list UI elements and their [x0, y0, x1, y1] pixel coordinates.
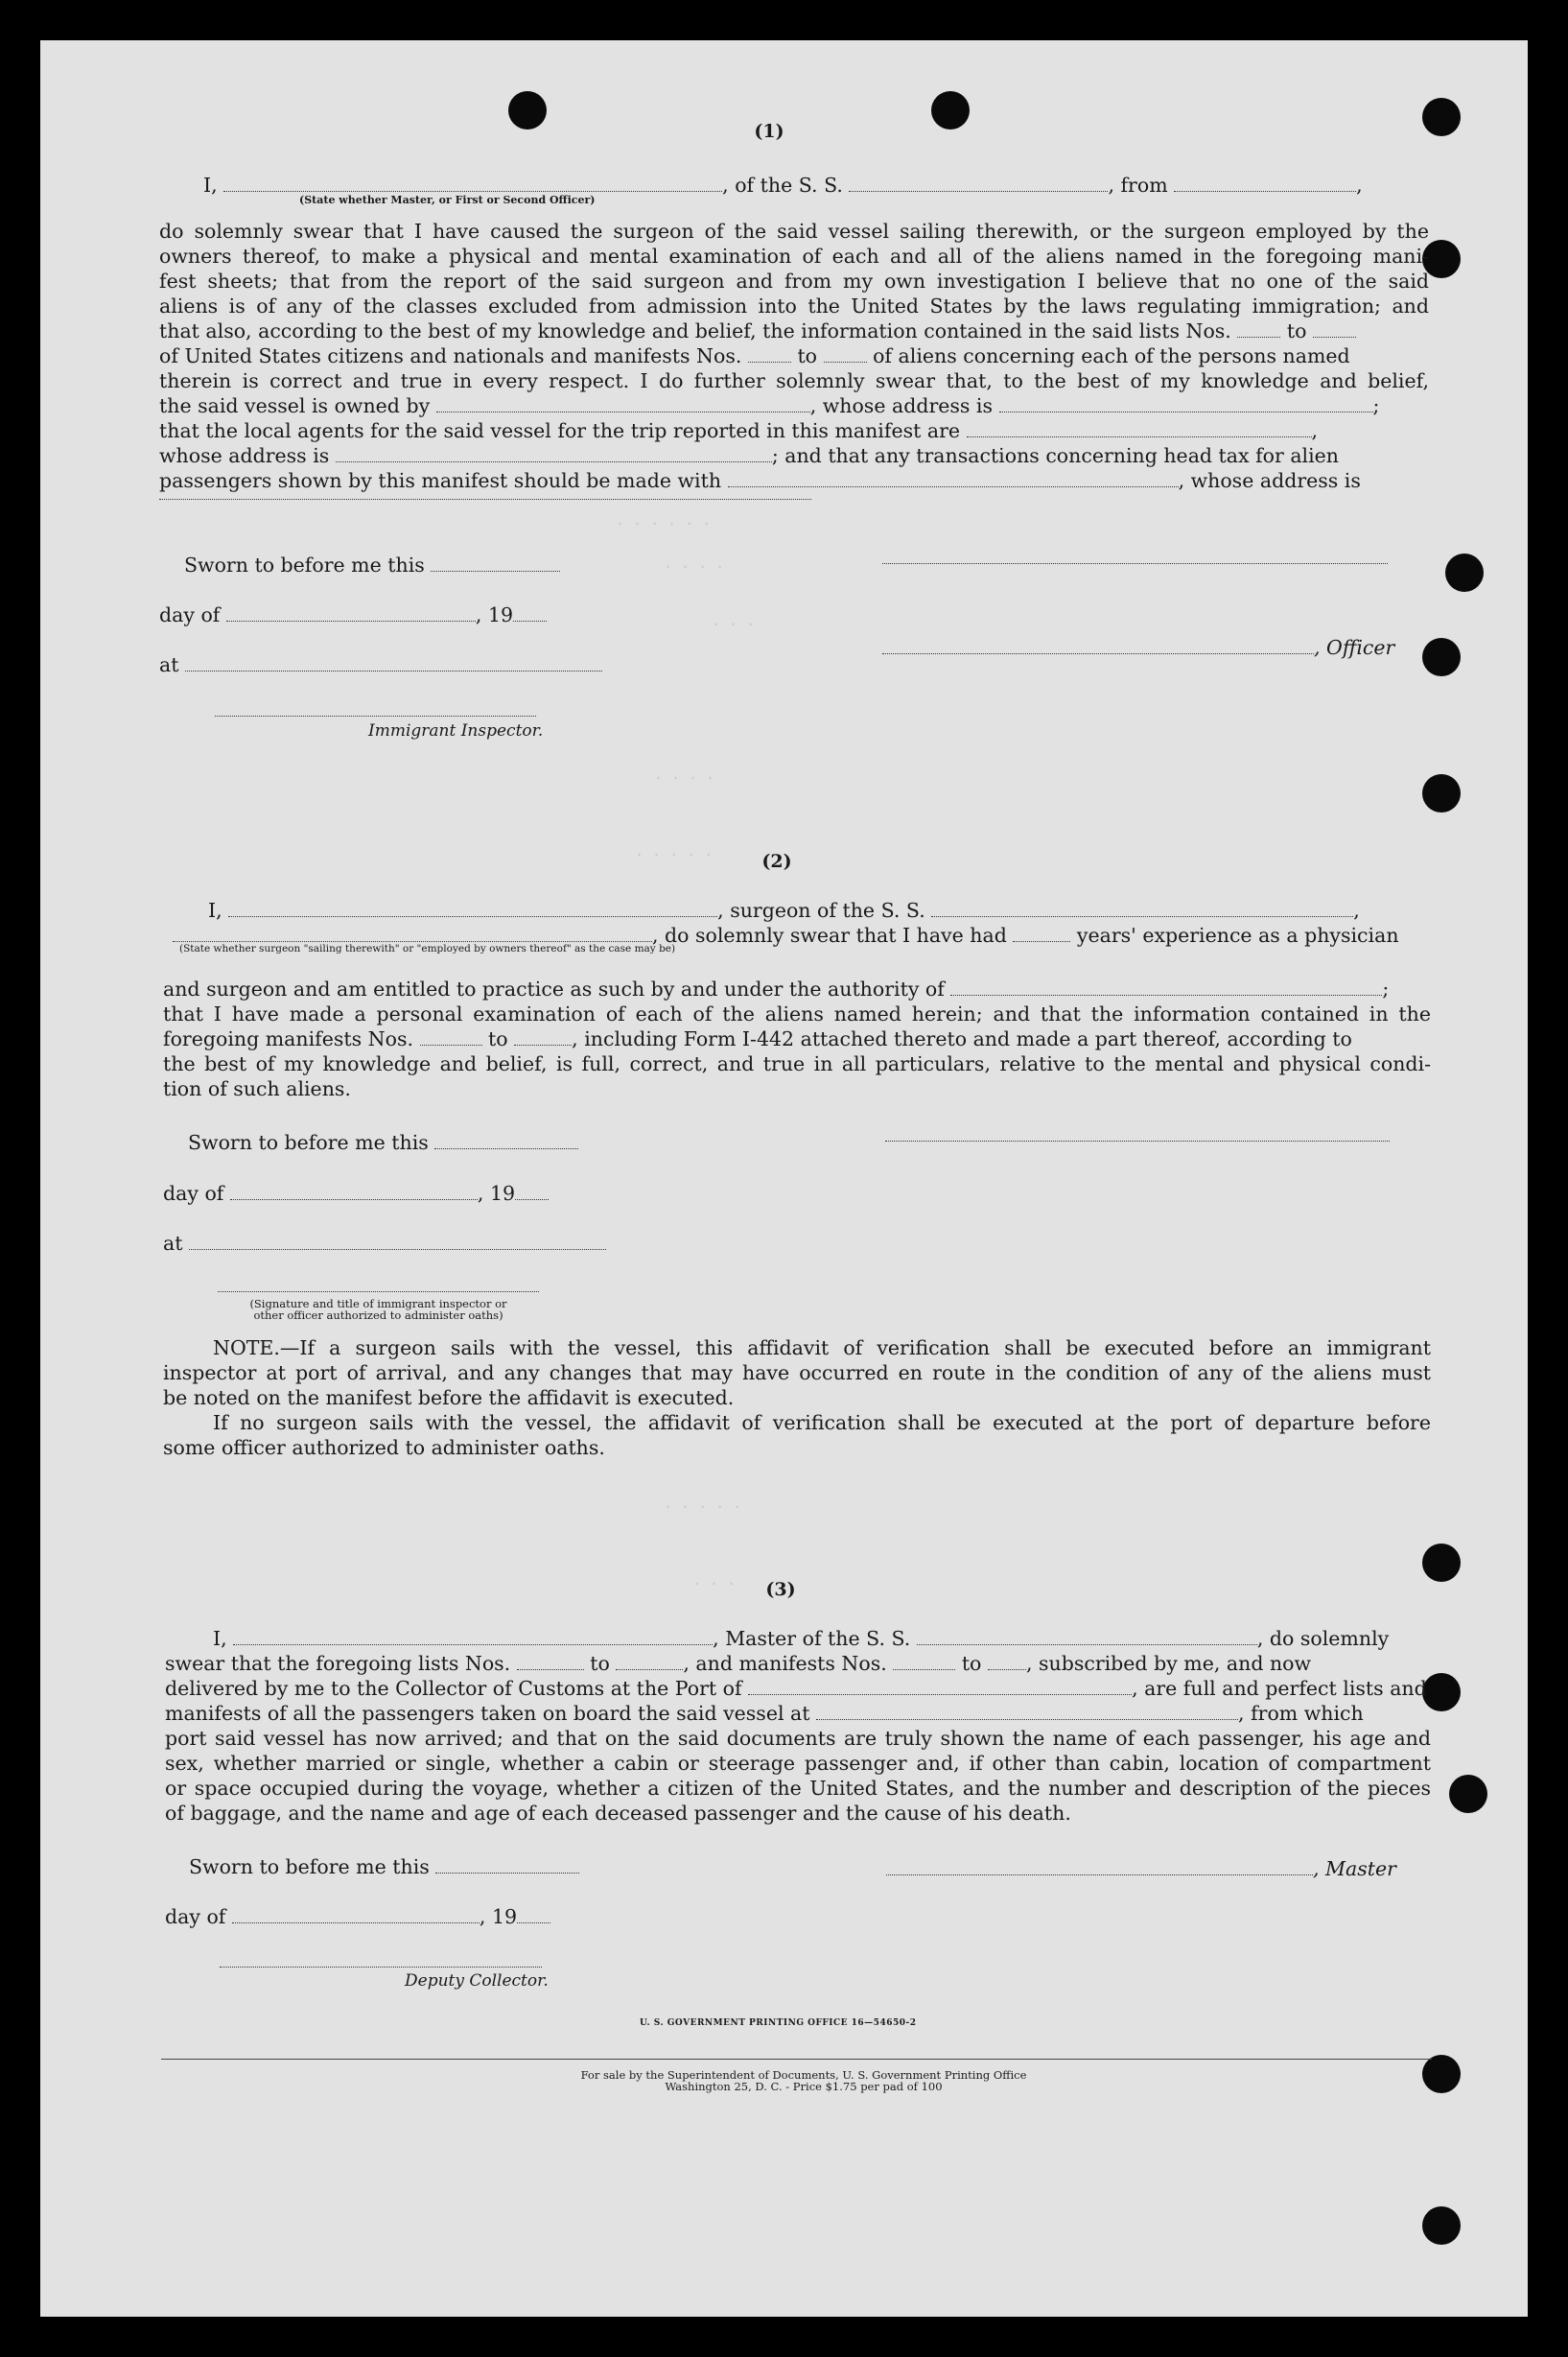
section-2-line-1: I, , surgeon of the S. S. ,: [208, 899, 1360, 922]
section-3-body-2: sex, whether married or single, whether a cabin or steerage passenger and, if other than cabin, location of compartment: [165, 1752, 1431, 1775]
gpo-imprint: U. S. GOVERNMENT PRINTING OFFICE 16—54650-2: [640, 2018, 917, 2028]
section-2-line-5: foregoing manifests Nos. to , including Form I-442 attached thereto and made a part thereof, according to: [163, 1027, 1352, 1050]
punch-hole: [1422, 2055, 1461, 2093]
section-1-day-of: day of , 19: [159, 602, 547, 627]
section-3-number: (3): [765, 1579, 796, 1600]
punch-hole: [1422, 1544, 1461, 1582]
section-2-state-note: (State whether surgeon "sailing therewith" or "employed by owners thereof" as the case may be): [179, 943, 676, 955]
section-1-signature-line: [882, 563, 1388, 564]
punch-hole: [1422, 774, 1461, 813]
section-2-line-6: the best of my knowledge and belief, is full, correct, and true in all particulars, relative to the mental and physical condi-: [163, 1052, 1431, 1075]
punch-hole: [1449, 1775, 1487, 1813]
section-3-body-1: port said vessel has now arrived; and that on the said documents are truly shown the name of each passenger, his age and: [165, 1727, 1431, 1750]
section-1-inspector-line: [215, 716, 536, 717]
form-page: (1) I, , of the S. S. , from , (State whether Master, or First or Second Officer) do solemnly swear that I have caused the surgeon of the said vessel sailing therewith, or the surgeon employed by the owners thereof, to make a physical and mental examination of each and all of the aliens named in the foregoing mani- fest sheets; that from the report of the said surgeon and from my own investigation I believe that no one of the said aliens is of any of the classes excluded from admission into the United States by the laws regulating immigration; and that also, according to the best of my knowledge and belief, the information contained in the said lists Nos. to of United States citizens and nationals and manifests Nos. to of aliens concerning each of the persons named therein is correct and true in every respect. I do further solemnly swear that, to the best of my knowledge and belief, the said vessel is owned by , whose address is ; that the local agents for the said vessel for the trip reported in this manifest are , whose address is ; and that any transactions concerning head tax for alien passengers shown by this manifest should be made with , whose address is Sworn to before me this day of , 19 , Officer at Immigrant Inspector. · · · · · · · · · · · · · · · · · · · · · · (2) I, , surgeon of the S. S. , , do solemnly swear that I have had years' experience as a physician (State whether surgeon "sailing therewith" or "employed by owners thereof" as the case may be) and surgeon and am entitled to practice as such by and under the authority of ; that I have made a personal examination of each of the aliens named herein; and that the information contained in the foregoing manifests Nos. to , including Form I-442 attached thereto and made a part thereof, according to the best of my knowledge and belief, is full, correct, and true in all particulars, relative to the mental and physical condi- tion of such aliens. Sworn to before me this day of , 19 at (Signature and title of immigrant inspector or other officer authorized to administer oaths) NOTE.—If a surgeon sails with the vessel, this affidavit of verification shall be executed before an immigrant inspector at port of arrival, and any changes that may have occurred en route in the condition of any of the aliens must be noted on the manifest before the affidavit is executed. If no surgeon sails with the vessel, the affidavit of verification shall be executed at the port of departure before some officer authorized to administer oaths. · · · · · · · · (3) I, , Master of the S. S. , do solemnly swear that the foregoing lists Nos. to , and manifests Nos. to , subscribed by me, and now delivered by me to the Collector of Customs at the Port of , are full and perfect lists and manifests of all the passengers taken on board the said vessel at , from which port said vessel has now arrived; and that on the said documents are truly shown the name of each passenger, his age and sex, whether married or single, whether a cabin or steerage passenger and, if other than cabin, location of compartment or space occupied during the voyage, whether a citizen of the United States, and the number and description of the pieces of baggage, and the name and age of each deceased passenger and the cause of his death. Sworn to before me this , Master day of , 19 Deputy Collector. U. S. GOVERNMENT PRINTING OFFICE 16—54650-2 For sale by the Superintendent of Documents, U. S. Government Printing Office Washington 25, D. C. - Price $1.75 per pad of 100: [40, 40, 1528, 2317]
section-1-number: (1): [754, 121, 784, 142]
section-3-sworn: Sworn to before me this: [189, 1854, 579, 1879]
note-line-3: be noted on the manifest before the affidavit is executed.: [163, 1386, 735, 1409]
section-1-officer-line: , Officer: [882, 635, 1394, 660]
section-1-owned-line: the said vessel is owned by , whose address is ;: [159, 394, 1380, 417]
section-2-signature-note-1: (Signature and title of immigrant inspector or: [249, 1297, 507, 1310]
section-1-lists-line: that also, according to the best of my knowledge and belief, the information contained in the said lists Nos. to: [159, 318, 1429, 343]
section-1-body-2: owners thereof, to make a physical and mental examination of each and all of the aliens named in the foregoing mani-: [159, 245, 1429, 268]
section-1-body-4: aliens is of any of the classes excluded from admission into the United States by the laws regulating immigration; and: [159, 295, 1429, 318]
punch-hole: [1422, 2206, 1461, 2245]
section-2-line-2: , do solemnly swear that I have had years' experience as a physician: [173, 923, 1431, 948]
note2-line-2: some officer authorized to administer oaths.: [163, 1436, 605, 1459]
punch-hole: [1422, 638, 1461, 676]
section-1-body-1: do solemnly swear that I have caused the surgeon of the said vessel sailing therewith, or the surgeon employed by the: [159, 220, 1429, 243]
section-3-body-4: of baggage, and the name and age of each deceased passenger and the cause of his death.: [165, 1802, 1071, 1825]
section-2-line-3: and surgeon and am entitled to practice as such by and under the authority of ;: [163, 978, 1390, 1001]
note-line-2: inspector at port of arrival, and any changes that may have occurred en route in the condition of any of the aliens must: [163, 1361, 1431, 1384]
section-2-at: at: [163, 1231, 606, 1256]
section-3-day-of: day of , 19: [165, 1904, 550, 1929]
section-1-line-1: I, , of the S. S. , from ,: [203, 174, 1363, 197]
section-1-whose-line: whose address is ; and that any transactions concerning head tax for alien: [159, 444, 1340, 467]
punch-hole: [1422, 98, 1461, 136]
section-2-signature-note-2: other officer authorized to administer oaths): [253, 1308, 503, 1322]
section-2-signer-line: [218, 1291, 539, 1292]
section-3-body-3: or space occupied during the voyage, whether a citizen of the United States, and the number and description of the pieces: [165, 1777, 1431, 1800]
section-2-sworn: Sworn to before me this: [188, 1130, 578, 1155]
section-3-master-line: , Master: [886, 1856, 1396, 1881]
section-1-at: at: [159, 652, 602, 677]
sale-notice-2: Washington 25, D. C. - Price $1.75 per pad of 100: [665, 2080, 943, 2093]
section-2-line-4: that I have made a personal examination of each of the aliens named herein; and that the information contained in the: [163, 1002, 1431, 1025]
section-1-body-3: fest sheets; that from the report of the said surgeon and from my own investigation I believe that no one of the said: [159, 270, 1429, 293]
section-1-citizens-line: of United States citizens and nationals and manifests Nos. to of aliens concerning each of the persons named: [159, 344, 1350, 367]
section-1-sworn: Sworn to before me this: [184, 553, 560, 577]
section-1-agents-line: that the local agents for the said vessel for the trip reported in this manifest are ,: [159, 419, 1319, 442]
section-3-line-3: delivered by me to the Collector of Customs at the Port of , are full and perfect lists and: [165, 1677, 1427, 1700]
punch-hole: [1445, 554, 1484, 592]
footer-rule: [161, 2059, 1432, 2060]
section-2-signature-line: [885, 1141, 1390, 1142]
section-2-line-7: tion of such aliens.: [163, 1077, 351, 1100]
section-3-line-4: manifests of all the passengers taken on board the said vessel at , from which: [165, 1702, 1364, 1725]
section-1-state-note: (State whether Master, or First or Second Officer): [299, 194, 596, 206]
section-2-number: (2): [761, 851, 792, 872]
punch-hole: [508, 91, 547, 130]
section-2-day-of: day of , 19: [163, 1181, 549, 1206]
section-3-line-2: swear that the foregoing lists Nos. to , and manifests Nos. to , subscribed by me, and now: [165, 1652, 1312, 1675]
section-3-collector-line: [220, 1967, 542, 1968]
section-3-collector-label: Deputy Collector.: [405, 1971, 549, 1991]
section-3-line-1: I, , Master of the S. S. , do solemnly: [213, 1627, 1390, 1650]
sale-notice-1: For sale by the Superintendent of Documents, U. S. Government Printing Office: [580, 2068, 1027, 2082]
section-1-inspector-label: Immigrant Inspector.: [368, 721, 544, 741]
note-line-1: NOTE.—If a surgeon sails with the vessel, this affidavit of verification shall be executed before an immigrant: [213, 1336, 1431, 1359]
punch-hole: [931, 91, 970, 130]
section-1-address-blank: [159, 499, 811, 500]
section-1-therein-line: therein is correct and true in every respect. I do further solemnly swear that, to the best of my knowledge and belief,: [159, 369, 1429, 392]
note2-line-1: If no surgeon sails with the vessel, the affidavit of verification shall be executed at the port of departure before: [213, 1411, 1431, 1434]
section-1-passengers-line: passengers shown by this manifest should be made with , whose address is: [159, 469, 1361, 492]
